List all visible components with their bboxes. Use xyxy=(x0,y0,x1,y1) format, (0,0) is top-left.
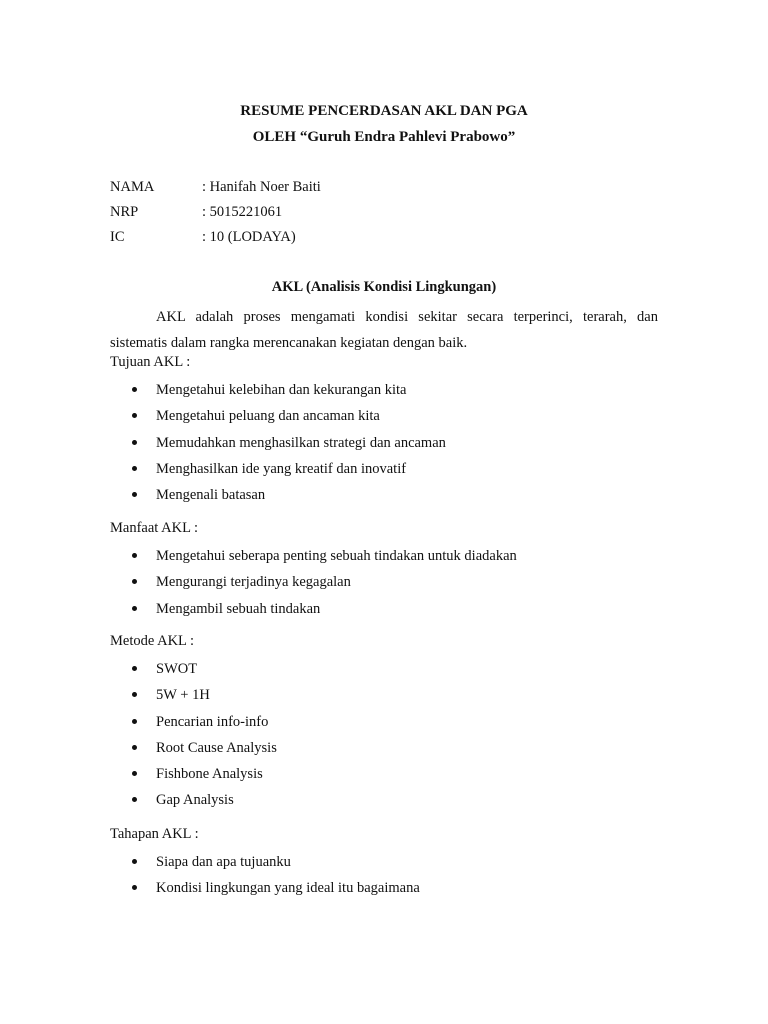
document-subtitle: OLEH “Guruh Endra Pahlevi Prabowo” xyxy=(252,129,516,145)
nama-label: NAMA xyxy=(110,179,155,195)
list-item: Root Cause Analysis xyxy=(130,738,650,764)
list-item: Mengetahui peluang dan ancaman kita xyxy=(130,406,650,432)
list-item: SWOT xyxy=(130,659,650,685)
list-item: Mengambil sebuah tindakan xyxy=(130,599,650,625)
section-heading-akl: AKL (Analisis Kondisi Lingkungan) xyxy=(271,279,497,295)
tahapan-list xyxy=(130,852,650,905)
list-item: Siapa dan apa tujuanku xyxy=(130,852,650,878)
identity-row-nrp xyxy=(110,204,670,224)
list-item: Pencarian info-info xyxy=(130,712,650,738)
ic-value: : 10 (LODAYA) xyxy=(202,229,296,245)
ic-label: IC xyxy=(110,229,125,245)
list-item: Menghasilkan ide yang kreatif dan inovatif xyxy=(130,459,650,485)
list-item: Kondisi lingkungan yang ideal itu bagaimana xyxy=(130,878,650,904)
manfaat-heading: Manfaat AKL : xyxy=(110,520,199,536)
list-item: Mengurangi terjadinya kegagalan xyxy=(130,572,650,598)
nrp-label: NRP xyxy=(110,204,139,220)
list-item: Memudahkan menghasilkan strategi dan ancaman xyxy=(130,433,650,459)
metode-list xyxy=(130,659,650,817)
identity-row-nama xyxy=(110,179,670,199)
nama-value: : Hanifah Noer Baiti xyxy=(202,179,321,195)
document-title: RESUME PENCERDASAN AKL DAN PGA xyxy=(240,103,528,119)
identity-row-ic xyxy=(110,229,670,249)
tujuan-list xyxy=(130,380,650,511)
manfaat-list xyxy=(130,546,650,625)
list-item: Mengetahui seberapa penting sebuah tindakan untuk diadakan xyxy=(130,546,650,572)
list-item: Fishbone Analysis xyxy=(130,764,650,790)
list-item: Mengenali batasan xyxy=(130,485,650,511)
tujuan-heading: Tujuan AKL : xyxy=(110,354,191,370)
akl-intro-paragraph: AKL adalah proses mengamati kondisi sekitar secara terperinci, terarah, dan sistematis dalam rangka merencanakan kegiatan dengan baik. xyxy=(110,309,658,351)
list-item: 5W + 1H xyxy=(130,685,650,711)
tahapan-heading: Tahapan AKL : xyxy=(110,826,199,842)
nrp-value: : 5015221061 xyxy=(202,204,283,220)
list-item: Gap Analysis xyxy=(130,790,650,816)
list-item: Mengetahui kelebihan dan kekurangan kita xyxy=(130,380,650,406)
metode-heading: Metode AKL : xyxy=(110,633,195,649)
